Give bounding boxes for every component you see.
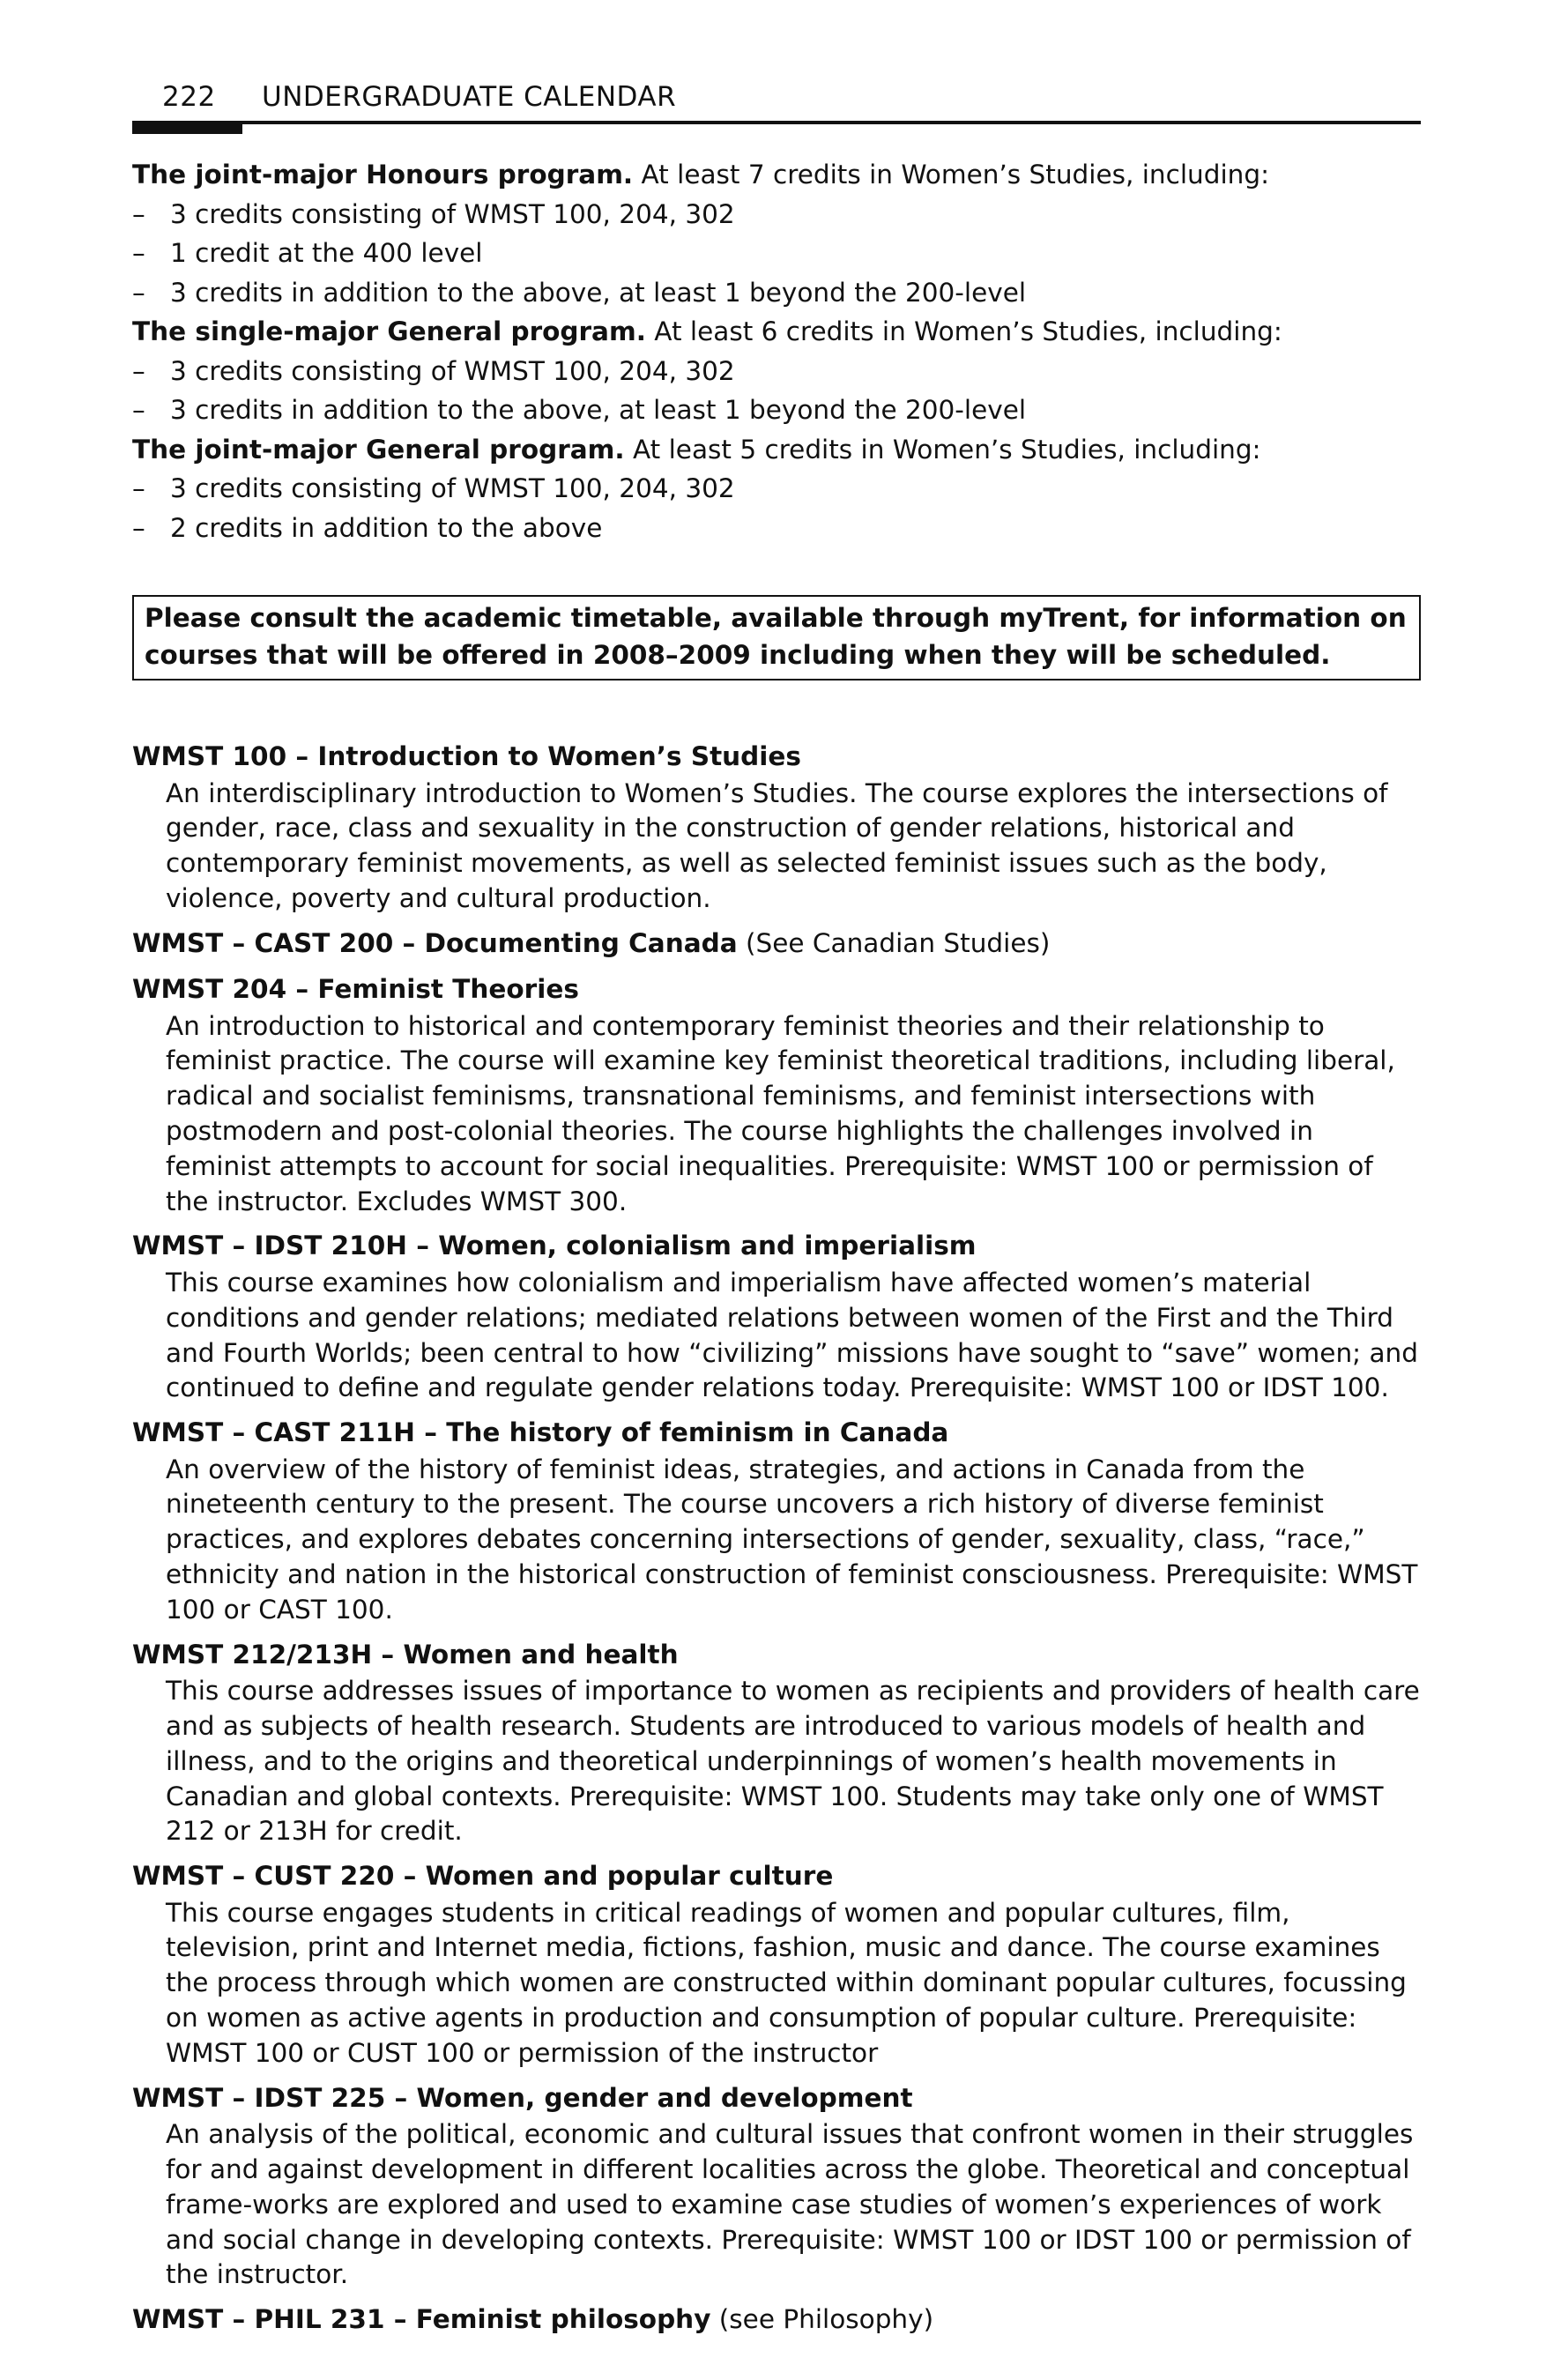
course-title — [132, 2079, 1421, 2118]
course-title-text: WMST – IDST 210H – Women, colonialism and imperialism — [132, 1231, 977, 1261]
timetable-notice-box — [132, 595, 1421, 681]
course-title — [132, 1413, 1421, 1453]
course-entry — [132, 924, 1421, 963]
list-dash: – — [132, 473, 145, 503]
course-entry — [132, 2300, 1421, 2339]
program-name: The single-major General program. — [132, 316, 646, 346]
program-name: The joint-major General program. — [132, 434, 625, 465]
running-title: UNDERGRADUATE CALENDAR — [262, 81, 677, 113]
course-description: An interdisciplinary introduction to Women’s Studies. The course explores the intersections of gender, race, class and sexuality in the construction of gender relations, historical and contemporary feminist movements, as well as selected feminist issues such as the body, violence, poverty and cultural production. — [166, 777, 1388, 913]
requirement-item — [132, 273, 1421, 313]
list-dash: – — [132, 355, 145, 386]
requirement-item — [132, 234, 1421, 273]
course-description: An introduction to historical and contemporary feminist theories and their relationship to feminist practice. The course will examine key feminist theoretical traditions, including liberal, radical and socialist feminisms, transnational feminisms, and feminist intersections with postmodern and post-colonial theories. The course highlights the challenges involved in feminist attempts to account for social inequalities. Prerequisite: WMST 100 or permission of the instructor. Excludes WMST 300. — [166, 1010, 1395, 1216]
course-description: An analysis of the political, economic and cultural issues that confront women in their struggles for and against development in different localities across the globe. Theoretical and conceptual frame-works are explored and used to examine case studies of women’s experiences of work and social change in developing contexts. Prerequisite: WMST 100 or IDST 100 or permission of the instructor. — [166, 2119, 1414, 2290]
course-description: This course engages students in critical readings of women and popular cultures, film, television, print and Internet media, fictions, fashion, music and dance. The course examines the process through which women are constructed within dominant popular cultures, focussing on women as active agents in production and consumption of popular culture. Prerequisite: WMST 100 or CUST 100 or permission of the instructor — [166, 1897, 1407, 2068]
page-number: 222 — [162, 81, 216, 113]
requirement-list — [132, 352, 1421, 430]
notice-text: Please consult the academic timetable, available through myTrent, for information on courses that will be offered in 2008–2009 including when they will be scheduled. — [145, 603, 1407, 670]
list-dash: – — [132, 238, 145, 268]
course-title-text: WMST 212/213H – Women and health — [132, 1639, 679, 1670]
requirement-text: 3 credits in addition to the above, at least 1 beyond the 200-level — [170, 277, 1027, 308]
course-title — [132, 2300, 1421, 2339]
course-title — [132, 1226, 1421, 1266]
course-list — [132, 737, 1421, 2339]
program-intro: At least 5 credits in Women’s Studies, including: — [624, 434, 1261, 465]
list-dash: – — [132, 277, 145, 308]
requirement-text: 2 credits in addition to the above — [170, 512, 603, 543]
program-heading — [132, 155, 1421, 195]
program-heading — [132, 430, 1421, 470]
requirement-list — [132, 469, 1421, 547]
course-title — [132, 924, 1421, 963]
course-title — [132, 737, 1421, 777]
course-title-text: WMST 100 – Introduction to Women’s Studies — [132, 741, 801, 771]
requirement-item — [132, 390, 1421, 430]
requirement-item — [132, 195, 1421, 234]
course-entry — [132, 1856, 1421, 2071]
cross-reference: (see Philosophy) — [710, 2304, 934, 2335]
header-tab-bar — [132, 121, 242, 134]
program-intro: At least 7 credits in Women’s Studies, including: — [633, 160, 1270, 190]
course-description: This course examines how colonialism and imperialism have affected women’s material conditions and gender relations; mediated relations between women of the First and the Third and Fourth Worlds; been central to how “civilizing” missions have sought to “save” women; and continued to define and regulate gender relations today. Prerequisite: WMST 100 or IDST 100. — [166, 1267, 1418, 1403]
requirement-list — [132, 195, 1421, 313]
course-title-text: WMST – CAST 200 – Documenting Canada — [132, 927, 738, 958]
course-title — [132, 1856, 1421, 1896]
course-entry — [132, 737, 1421, 917]
requirement-item — [132, 509, 1421, 548]
course-description: An overview of the history of feminist ideas, strategies, and actions in Canada from the nineteenth century to the present. The course uncovers a rich history of diverse feminist practices, and explores debates concerning intersections of gender, sexuality, class, “race,” ethnicity and nation in the historical construction of feminist consciousness. Prerequisite: WMST 100 or CAST 100. — [166, 1454, 1418, 1625]
course-title-text: WMST – CUST 220 – Women and popular culture — [132, 1861, 834, 1892]
course-description: This course addresses issues of importance to women as recipients and providers of health care and as subjects of health research. Students are introduced to various models of health and illness, and to the origins and theoretical underpinnings of women’s health movements in Canadian and global contexts. Prerequisite: WMST 100. Students may take only one of WMST 212 or 213H for credit. — [166, 1676, 1420, 1847]
running-header — [132, 81, 1419, 113]
course-entry — [132, 1413, 1421, 1627]
program-requirements — [132, 155, 1421, 547]
list-dash: – — [132, 198, 145, 229]
program-heading — [132, 312, 1421, 352]
course-entry — [132, 970, 1421, 1219]
list-dash: – — [132, 395, 145, 425]
requirement-text: 3 credits consisting of WMST 100, 204, 302 — [170, 355, 735, 386]
program-name: The joint-major Honours program. — [132, 160, 634, 190]
course-title — [132, 1635, 1421, 1675]
list-dash: – — [132, 512, 145, 543]
requirement-text: 3 credits consisting of WMST 100, 204, 302 — [170, 198, 735, 229]
requirement-item — [132, 469, 1421, 509]
main-content — [132, 155, 1421, 2347]
course-title-text: WMST – PHIL 231 – Feminist philosophy — [132, 2304, 711, 2335]
course-title-text: WMST – CAST 211H – The history of feminism in Canada — [132, 1417, 949, 1448]
course-title — [132, 970, 1421, 1009]
course-entry — [132, 1226, 1421, 1406]
course-entry — [132, 1635, 1421, 1849]
cross-reference: (See Canadian Studies) — [737, 927, 1051, 958]
requirement-text: 3 credits consisting of WMST 100, 204, 302 — [170, 473, 735, 503]
requirement-text: 1 credit at the 400 level — [170, 238, 483, 268]
course-title-text: WMST – IDST 225 – Women, gender and development — [132, 2082, 913, 2113]
requirement-item — [132, 352, 1421, 391]
header-rule — [132, 121, 1421, 124]
course-title-text: WMST 204 – Feminist Theories — [132, 974, 579, 1005]
requirement-text: 3 credits in addition to the above, at least 1 beyond the 200-level — [170, 395, 1027, 425]
course-entry — [132, 2079, 1421, 2293]
program-intro: At least 6 credits in Women’s Studies, including: — [645, 316, 1282, 346]
